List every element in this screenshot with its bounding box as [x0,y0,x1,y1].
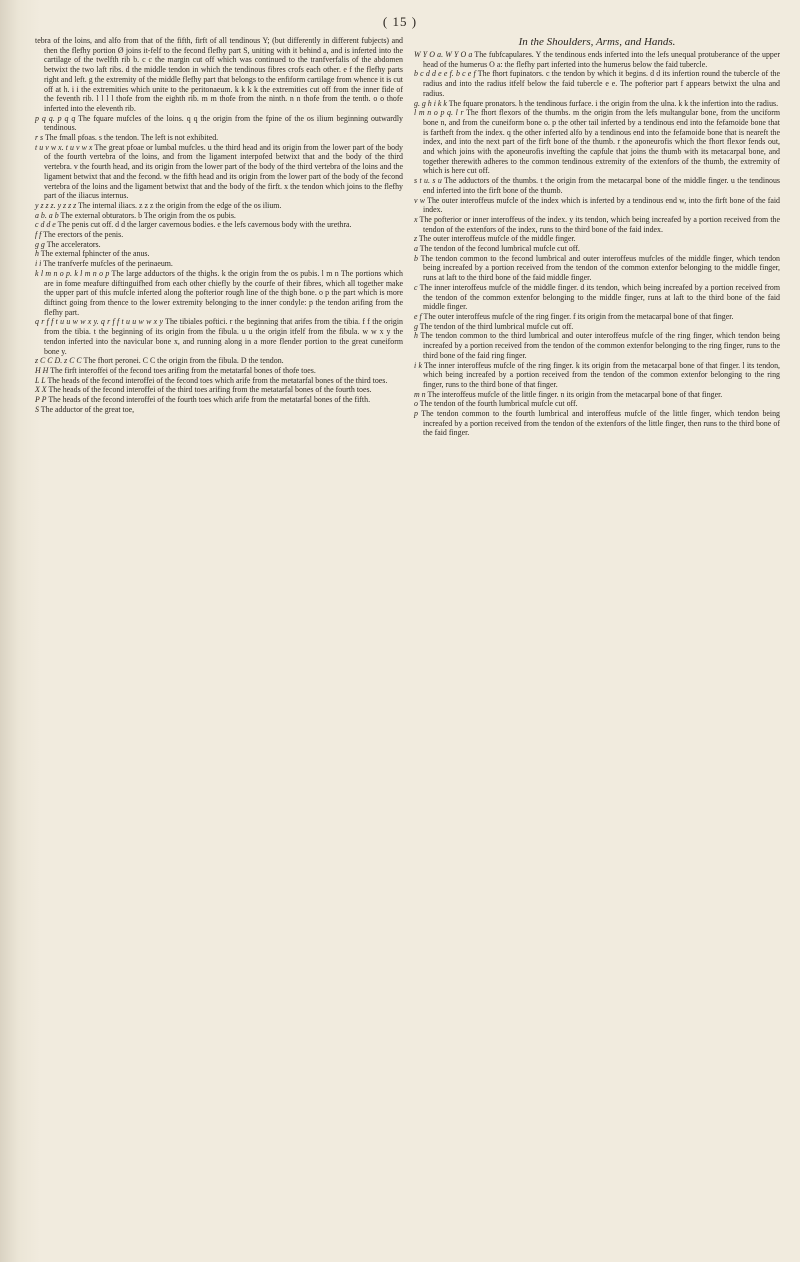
legend-entry [35,211,403,221]
entry-text: The pofterior or inner interoffeus of the index. y its tendon, which being increafed by a portion received from the tendon of the extenfors of the index, runs to the third bone of the faid index. [419,214,780,234]
legend-entry [35,259,403,269]
legend-entry [414,322,780,332]
legend-entry [414,50,780,69]
entry-letters: t u v w x. t u v w x [35,142,93,152]
legend-entry [414,196,780,215]
entry-letters: f f [35,230,42,240]
entry-text: The inner interoffeus mufcle of the middle finger. d its tendon, which being increafed by a portion received from the tendon of the common extenfor belonging to the middle finger, runs at laft to the third bone of the faid middle finger. [419,282,780,312]
entry-text: The outer interoffeus mufcle of the ring finger. f its origin from the metacarpal bone of that finger. [423,311,734,321]
entry-letters: s t u. s u [414,176,442,186]
entry-text: The external obturators. b The origin from the os pubis. [60,210,236,220]
entry-text: The heads of the fecond interoffei of the fecond toes which arife from the metatarfal bones of the third toes. [47,375,388,385]
legend-entry [35,317,403,356]
entry-text: The large adductors of the thighs. k the origin from the os pubis. l m n The portions which are in fome meafure diftinguifhed from each other chiefly by the courfe of their fibres, which all together make the upper part of this mufcle inferted along the pofterior rough line of the thigh bone. o p the part which is more diftinct going from thence to the lower extremity belonging to the inner condyle: p the tendon arifing from the flefhy part. [44,268,403,317]
legend-entry [35,356,403,366]
entry-text: The tendon common to the third lumbrical and outer interoffeus mufcle of the ring finger, which tendon being increafed by a portion received from the tendon of the common extenfor belonging to the ring finger, runs to the third bone of the faid ring finger. [420,331,780,360]
legend-entry [414,234,780,244]
entry-text: The heads of the fecond interoffei of the fourth toes which arife from the metatarfal bones of the fifth. [48,395,371,405]
legend-entry [35,230,403,240]
entry-letters: m n [414,389,426,399]
entry-letters: r s [35,133,44,143]
legend-entry [35,36,403,114]
legend-entry [414,254,780,283]
legend-entry [35,395,403,405]
entry-text: The fhort fupinators. c the tendon by which it begins. d d its infertion round the tubercle of the radius and into the radius itfelf below the faid tubercle e e. The pofterior part f appears betwixt the ulna and radius. [423,69,780,98]
entry-letters: z C C D. z C C [35,356,82,366]
entry-letters: a b. a b [35,210,59,220]
entry-text: The fquare mufcles of the loins. q q the origin from the fpine of the os ilium beginning outwardly tendinous. [44,113,403,133]
entry-text: The firft interoffei of the fecond toes arifing from the metatarfal bones of thofe toes. [50,365,316,375]
entry-letters: i k [414,360,422,370]
entry-text: The tendon common to the fecond lumbrical and outer interoffeus mufcles of the middle finger, which tendon being increafed by a portion received from the tendon of the common extenfor belonging to the middle finger, runs at laft to the third bone of the faid middle finger. [420,253,780,283]
entry-text: The adductor of the great toe, [40,404,135,414]
entry-letters: a [414,244,418,254]
legend-entry [35,385,403,395]
legend-entry [414,108,780,176]
entry-letters: c [414,282,418,292]
entry-letters: g [414,321,418,331]
entry-letters: h [35,249,39,259]
entry-letters: g. g h i k k [414,98,447,108]
legend-entry [35,269,403,318]
entry-text: The external fphincter of the anus. [40,249,150,259]
entry-text: The fhort flexors of the thumbs. m the origin from the lefs multangular bone, from the unciform bone n, and from the cuneiform bone o. p the other tail inferted by a tendinous end into the fefamoide bone that is fartheft from the index. q the other inferted alfo by a tendinous end into the fefamoide bone that is neareft the index, and into the next part of the firft bone of the thumb. r the aponeurofis which the fhort flexor fends out, and which joins with the aponeurofis invefting the capfule that joins the thumb with its metacarpal bone, and together therewith adheres to the common tendinous extremity of the extenfors of the thumb, the extremity of which is here cut off. [423,108,780,176]
left-column [35,36,403,414]
entry-letters: L L [35,375,46,385]
legend-entry [35,133,403,143]
legend-entry [414,99,780,109]
entry-text: The fhort peronei. C C the origin from the fibula. D the tendon. [83,356,284,366]
legend-entry [414,361,780,390]
entry-letters: W Y O a. W Y O a [414,50,473,59]
legend-entry [35,201,403,211]
entry-text: The erectors of the penis. [43,230,124,240]
entry-text: The outer interoffeus mufcle of the middle finger. [418,234,576,244]
entry-text: The tendon of the fourth lumbrical mufcle cut off. [419,399,578,409]
entry-letters: P P [35,395,47,405]
entry-text: The outer interoffeus mufcle of the index which is inferted by a tendinous end w, into the firft bone of the faid index. [423,195,780,215]
entry-letters: p [414,409,418,419]
entry-letters: k l m n o p. k l m n o p [35,268,110,278]
legend-entry [414,215,780,234]
entry-text: The tendon of the fecond lumbrical mufcle cut off. [419,244,580,254]
legend-entry [414,176,780,195]
section-heading: In the Shoulders, Arms, and Hands. [518,36,676,48]
legend-entry [414,69,780,98]
entry-text: The fquare pronators. h the tendinous furface. i the origin from the ulna. k k the infertion into the radius. [448,98,779,108]
entry-text: The internal iliacs. z z z the origin from the edge of the os ilium. [78,200,282,210]
entry-text: The tendon common to the fourth lumbrical and interoffeus mufcle of the little finger, which tendon being increafed by a portion received from the tendon of the extenfors of the little finger, then runs to the third bone of the faid finger. [421,409,780,438]
entry-letters: g g [35,239,45,249]
entry-letters: v w [414,195,426,205]
legend-entry [35,240,403,250]
legend-entry [35,366,403,376]
entry-letters: i i [35,259,42,269]
entry-text: The fmall pfoas. s the tendon. The left is not exhibited. [44,133,219,143]
entry-letters: q r f f t u u w w x y. q r f f t u u w w x y [35,317,163,327]
legend-entry [35,114,403,133]
entry-text: The adductors of the thumbs. t the origin from the metacarpal bone of the middle finger. u the tendinous end inferted into the firft bone of the thumb. [423,176,780,195]
entry-letters: y z z z. y z z z [35,200,77,210]
legend-entry [414,312,780,322]
entry-text: The inner interoffeus mufcle of the ring finger. k its origin from the metacarpal bone of that finger. l its tendon, which being increafed by a portion received from the tendon of the common extenfor belonging to the ring finger, runs to the third bone of that finger. [423,360,780,389]
entry-text: The tibiales poftici. r the beginning that arifes from the tibia. f f the origin from the tibia. t the beginning of its origin from the fibula. u u the origin itfelf from the fibula. w w x y the tendon inferted into the navicular bone x, and running along in a more flender portion to the great cuneiform bone y. [44,317,403,356]
entry-text: tebra of the loins, and alfo from that of the fifth, firft of all tendinous Y; (but differently in different fubjects) and then the flefhy portion Ø joins it-felf to the fecond flefhy part S, uniting with it behind a, and is inferted into the cartilage of the twelfth rib b. c c the margin cut off which was continued to the tranfverfalis of the abdomen betwixt the two laft ribs. d the middle tendon in which the tendinous fibres crofs each other. e f the flefhy parts right and left. g the extremity of the middle flefhy part that belongs to the enfiform cartilage from whence it is cut off at h. i i the extremities which unite to the peritonaeum. k k k k the extremities cut off from the inner fide of the feventh rib. l l l l thofe from the eighth rib. m m thofe from the ninth. n n thofe from the tenth. o o thofe inferted into the eleventh rib. [35,36,403,113]
legend-entry [414,399,780,409]
legend-entry [414,390,780,400]
entry-letters: p q q. p q q [35,113,76,123]
entry-text: The accelerators. [46,239,101,249]
entry-letters: S [35,404,39,414]
entry-text: The penis cut off. d d the larger cavernous bodies. e the lefs cavernous body with the urethra. [57,220,352,230]
page-number: ( 15 ) [382,14,418,29]
legend-entry [35,405,403,415]
entry-letters: c d d e [35,220,56,230]
entry-text: The tranfverfe mufcles of the perinaeum. [43,259,173,269]
entry-text: The fubfcapulares. Y the tendinous ends inferted into the lefs unequal protuberance of the upper head of the humerus O a: the flefhy part inferted into the humerus below the faid tubercle. [423,50,780,69]
entry-letters: o [414,399,418,409]
entry-letters: X X [35,385,47,395]
entry-letters: H H [35,365,49,375]
entry-letters: b c d d e e f. b c e f [414,69,476,79]
legend-entry [414,283,780,312]
legend-entry [35,220,403,230]
legend-entry [414,244,780,254]
legend-entry [35,376,403,386]
entry-text: The heads of the fecond interoffei of the third toes arifing from the metatarfal bones of the fourth toes. [48,385,372,395]
entry-letters: l m n o p q. l r [414,108,464,118]
entry-text: The great pfoae or lumbal mufcles. u the third head and its origin from the lower part of the body of the fourth vertebra of the loins, and from the ligament interpofed betwixt that and the body of the third vertebra. v the fourth head, and its origin from the lower part of the body of the third vertebra of the loins and the ligament betwixt that and the fecond. w the fifth head and its origin from the lower part of the body of the fecond vertebra of the loins and the ligament betwixt that and the body of the firft. x the tendon which joins to the flefhy part of the iliacus internus. [44,142,403,201]
entry-text: The tendon of the third lumbrical mufcle cut off. [419,321,574,331]
right-column [414,36,780,438]
entry-text: The interoffeus mufcle of the little finger. n its origin from the metacarpal bone of that finger. [427,389,723,399]
legend-entry [414,409,780,438]
legend-entry [35,249,403,259]
entry-letters: e f [414,311,422,321]
entry-letters: b [414,253,418,263]
entry-letters: h [414,331,418,341]
entry-letters: x [414,214,418,224]
entry-letters: z [414,234,418,244]
legend-entry [414,331,780,360]
legend-entry [35,143,403,201]
